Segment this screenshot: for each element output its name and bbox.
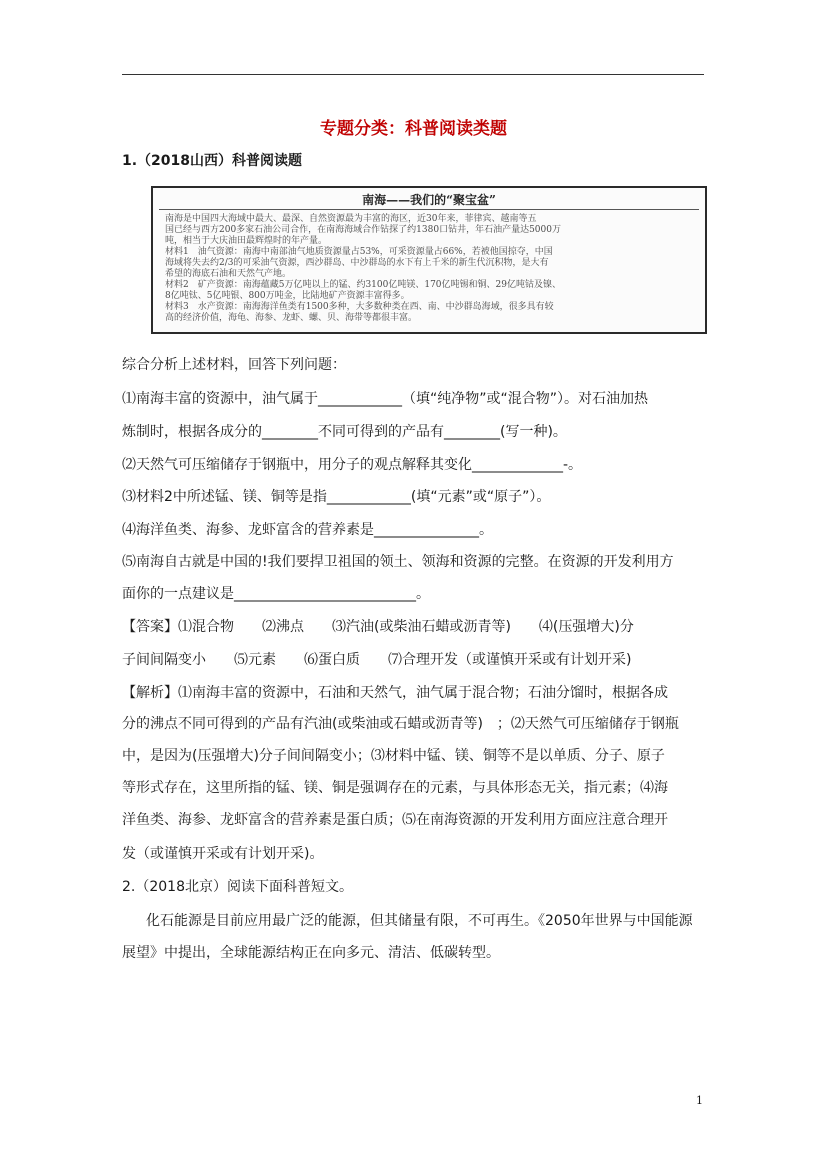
analysis-line: 【解析】⑴南海丰富的资源中，石油和天然气，油气属于混合物；石油分馏时，根据各成	[122, 685, 668, 701]
question-line: ⑵天然气可压缩储存于钢瓶中，用分子的观点解释其变化_____________-。	[122, 457, 583, 473]
question-line: ⑷海洋鱼类、海参、龙虾富含的营养素是_______________。	[122, 522, 493, 538]
analysis-line: 分的沸点不同可得到的产品有汽油(或柴油或石蜡或沥青等) ；⑵天然气可压缩储存于钢瓶	[122, 716, 679, 732]
document-title: 专题分类：科普阅读类题	[320, 119, 507, 139]
figure-line: 希望的海底石油和天然气产地。	[165, 269, 292, 279]
figure-line: 海域将失去约2/3的可采油气资源，西沙群岛、中沙群岛的水下有上千米的新生代沉积物，是大有	[165, 258, 549, 268]
question-line: ⑶材料2中所述锰、镁、铜等是指____________(填“元素”或“原子”）。	[122, 489, 551, 505]
answer-line: 子间间隔变小 ⑸元素 ⑹蛋白质 ⑺合理开发（或谨慎开采或有计划开采)	[122, 652, 632, 668]
instruction-line: 综合分析上述材料，回答下列问题：	[122, 357, 346, 373]
question-line: 炼制时，根据各成分的________不同可得到的产品有________(写一种)。	[122, 424, 567, 440]
analysis-line: 中，是因为(压强增大)分子间间隔变小；⑶材料中锰、镁、铜等不是以单质、分子、原子	[122, 748, 665, 764]
page-number: 1	[696, 1094, 703, 1107]
reading-material-figure	[151, 186, 707, 334]
figure-line: 南海是中国四大海域中最大、最深、自然资源最为丰富的海区，近30年来，菲律宾、越南等五	[165, 214, 537, 224]
paragraph-line: 化石能源是目前应用最广泛的能源，但其储量有限，不可再生。《2050年世界与中国能源	[146, 913, 693, 929]
header-rule	[122, 74, 704, 75]
paragraph-line: 展望》中提出，全球能源结构正在向多元、清洁、低碳转型。	[122, 945, 500, 961]
figure-line: 8亿吨钛、5亿吨银、800万吨金，比陆地矿产资源丰富得多。	[165, 291, 410, 301]
figure-line: 材料3 水产资源：南海海洋鱼类有1500多种，大多数种类在西、南、中沙群岛海域，很多具有较	[165, 302, 554, 312]
figure-line: 吨，相当于大庆油田最辉煌时的年产量。	[165, 236, 328, 246]
question-line: ⑸南海自古就是中国的!我们要捍卫祖国的领土、领海和资源的完整。在资源的开发利用方	[122, 554, 674, 570]
figure-title-rule	[159, 209, 699, 210]
figure-line: 高的经济价值，海龟、海参、龙虾、螺、贝、海带等都很丰富。	[165, 313, 418, 323]
figure-title: 南海——我们的“聚宝盆”	[362, 193, 496, 207]
question-1-heading: 1.（2018山西）科普阅读题	[122, 153, 303, 169]
answer-line: 【答案】⑴混合物 ⑵沸点 ⑶汽油(或柴油石蜡或沥青等) ⑷(压强增大)分	[122, 619, 634, 635]
analysis-line: 等形式存在，这里所指的锰、镁、铜是强调存在的元素，与具体形态无关，指元素；⑷海	[122, 780, 668, 796]
analysis-line: 发（或谨慎开采或有计划开采)。	[122, 846, 324, 862]
analysis-line: 洋鱼类、海参、龙虾富含的营养素是蛋白质；⑸在南海资源的开发利用方面应注意合理开	[122, 812, 668, 828]
question-line: ⑴南海丰富的资源中，油气属于____________（填“纯净物”或“混合物”）。对石油加热	[122, 391, 649, 407]
figure-line: 材料1 油气资源：南海中南部油气地质资源量占53%，可采资源量占66%，若被他国掠夺，中国	[165, 247, 553, 257]
question-2-heading: 2.（2018北京）阅读下面科普短文。	[122, 879, 353, 895]
figure-line: 国已经与西方200多家石油公司合作，在南海海域合作钻探了约1380口钻井，年石油产量达5000万	[165, 225, 561, 235]
question-line: 面你的一点建议是__________________________。	[122, 586, 430, 602]
figure-line: 材料2 矿产资源：南海蕴藏5万亿吨以上的锰、约3100亿吨镁、170亿吨锡和铜、29亿吨钴及镍、	[165, 280, 561, 290]
